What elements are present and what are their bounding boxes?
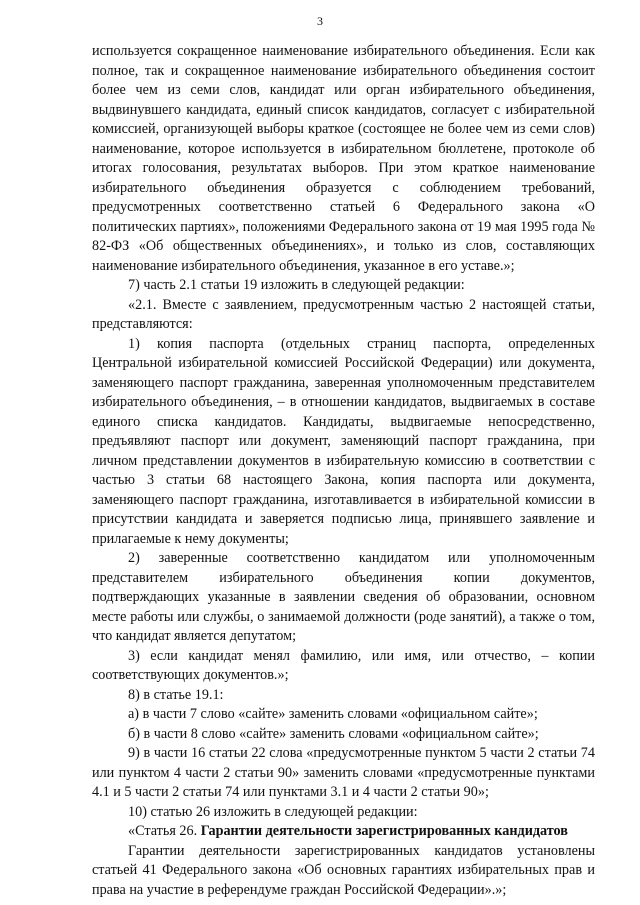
- article-26-text: Гарантии деятельности зарегистрированных кандидатов установлены статьей 41 Федерального закона «Об основных гарантиях избирательных прав и права на участие в референдуме граждан Российской Федерации».»;: [92, 842, 595, 898]
- paragraph-item-8b: б) в части 8 слово «сайте» заменить словами «официальном сайте»;: [128, 725, 539, 742]
- paragraph-item-10: 10) статью 26 изложить в следующей редакции:: [128, 803, 418, 820]
- paragraph-part-2-1: «2.1. Вместе с заявлением, предусмотренным частью 2 настоящей статьи, представляются:: [92, 296, 595, 332]
- paragraph-item-7: 7) часть 2.1 статьи 19 изложить в следующей редакции:: [128, 277, 465, 293]
- article-26-heading: [92, 822, 595, 842]
- paragraph-item-8: 8) в статье 19.1:: [128, 686, 224, 703]
- page-number: 3: [317, 14, 323, 28]
- document-body: [92, 42, 595, 900]
- article-26-title: Гарантии деятельности зарегистрированных кандидатов: [200, 823, 568, 839]
- article-26-prefix: «Статья 26.: [128, 823, 201, 839]
- paragraph-item-8a: а) в части 7 слово «сайте» заменить словами «официальном сайте»;: [128, 706, 538, 722]
- paragraph-subitem-1: 1) копия паспорта (отдельных страниц паспорта, определенных Центральной избирательной комиссией Российской Федерации) или документа, заменяющего паспорт гражданина, заверенная уполномоченным представителем избирательного объединения, – в отношении кандидатов, выдвигаемых в составе единого списка кандидатов. Кандидаты, выдвигаемые непосредственно, предъявляют паспорт или документ, заменяющий паспорт гражданина, при личном представлении документов в избирательную комиссию в соответствии с частью 3 статьи 68 настоящего Закона, копия паспорта или документа, заменяющего паспорт гражданина, изготавливается в избирательной комиссии в присутствии кандидата и заверяется подписью лица, принявшего заявление и прилагаемые к нему документы;: [92, 335, 595, 547]
- paragraph-subitem-3: 3) если кандидат менял фамилию, или имя, или отчество, – копии соответствующих документов.»;: [92, 647, 595, 683]
- paragraph-subitem-2: 2) заверенные соответственно кандидатом или уполномоченным представителем избирательного объединения копии документов, подтверждающих указанные в заявлении сведения об образовании, основном месте работы или службы, о занимаемой должности (роде занятий), а также о том, что кандидат является депутатом;: [92, 550, 595, 644]
- paragraph-continuation: используется сокращенное наименование избирательного объединения. Если как полное, так и сокращенное наименование избирательного объединения состоит более чем из семи слов, кандидат или орган избирательного объединения, выдвинувшего кандидата, единый список кандидатов, согласует с избирательной комиссией, организующей выборы краткое (состоящее не более чем из семи слов) наименование, которое используется в избирательном бюллетене, протоколе об итогах голосования, результатах выборов. При этом краткое наименование избирательного объединения образуется с соблюдением требований, предусмотренных соответственно статьей 6 Федерального закона «О политических партиях», положениями Федерального закона от 19 мая 1995 года № 82-ФЗ «Об общественных объединениях», и только из слов, составляющих наименование избирательного объединения, указанное в его уставе.»;: [92, 43, 595, 274]
- paragraph-item-9: 9) в части 16 статьи 22 слова «предусмотренные пунктом 5 части 2 статьи 74 или пунктом 4 части 2 статьи 90» заменить словами «предусмотренные пунктами 4.1 и 5 части 2 статьи 74 или пунктами 3.1 и 4 части 2 статьи 90»;: [92, 745, 595, 800]
